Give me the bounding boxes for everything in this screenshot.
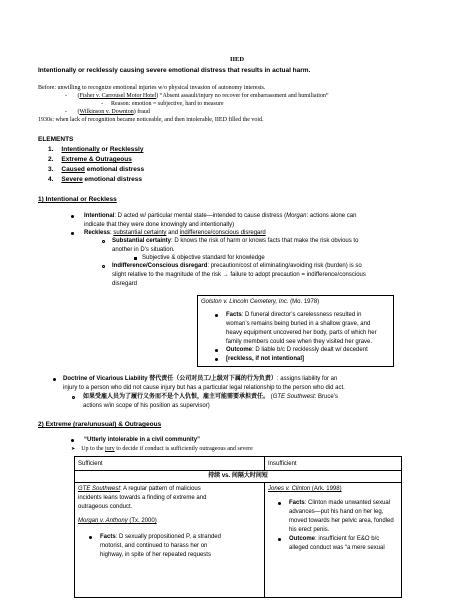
section2-heading: 2) Extreme (rare/unusual) & Outrageous: [38, 421, 162, 428]
circle-marker: [72, 396, 75, 399]
table-gte-line2: incidents leans towards a finding of extreme and: [78, 495, 207, 501]
golston-title: Golston v. Lincoln Cemetery, Inc. (Mo. 1978): [201, 299, 320, 305]
bullet-marker: [71, 232, 74, 235]
vicarious-line1: Doctrine of Vicarious Liability 替代责任（公司对员工/上级对下属的行为负责）: assigns liability for an: [63, 376, 338, 382]
bullet-marker: [215, 358, 218, 361]
s2-quote: “Utterly intolerable in a civil community”: [84, 437, 201, 443]
table-jones-facts2: advances—put his hand on her leg,: [289, 509, 384, 515]
circle-marker: [102, 240, 105, 243]
vicarious-line2: injury to a person who did not cause injury but has a particular legal relationship to the person who did act.: [63, 385, 345, 391]
dash-marker: -: [65, 93, 67, 99]
s2-jury-line: ➤ Up to the jury to decide if conduct is sufficiently outrageous and severe: [71, 446, 253, 452]
intro-reason: Reason: emotion = subjective, hard to measure: [111, 101, 224, 107]
table-jones-facts3: moved towards her pelvic area, fondled: [289, 518, 394, 524]
table-divider: [264, 482, 265, 598]
dash-marker: -: [65, 109, 67, 115]
golston-note: [reckless, if not intentional]: [226, 356, 305, 362]
table-gte-line1: GTE Southwest: A regular pattern of malicious: [78, 486, 201, 492]
case-fisher: Fisher v. Carrousel Motor Hotel: [79, 93, 157, 99]
subcert-sub: Subjective & objective standard for knowledge: [142, 255, 265, 261]
bullet-marker: [71, 439, 74, 442]
table-jones-outcome1: Outcome: insufficient for E&O b/c: [289, 536, 380, 542]
bullet-marker: [89, 536, 92, 539]
table-jones-facts4: his erect penis.: [289, 527, 330, 533]
table-jones-outcome2: alleged conduct was “a mere sexual: [289, 545, 385, 551]
table-divider: [74, 482, 402, 483]
page-title: IIED: [229, 56, 245, 63]
intro-reason-line: [101, 100, 224, 108]
bullet-marker: [278, 538, 281, 541]
indiff-line3: disregard: [112, 281, 138, 287]
intro-1930s: 1930s: when lack of recognition became noticeable, and then intolerable, IIED filled the void.: [38, 117, 264, 123]
bullet-marker: [215, 314, 218, 317]
table-morgan-facts2: motorist, and continued to harass her on: [100, 543, 208, 549]
element-item-1: 1. Intentionally or Recklessly: [48, 146, 144, 153]
subcert-line1: Substantial certainty: D knows the risk of harm or knows facts that make the risk obvious to: [112, 238, 359, 244]
intro-before: Before: unwilling to recognize emotional injuries w/o physical invasion of autonomy interests.: [38, 85, 266, 91]
table-morgan-title: Morgan v. Anthony (Tx. 2000): [78, 518, 157, 524]
table-gte-line3: outrageous conduct.: [78, 504, 133, 510]
vicarious-cn-line: 如果受雇人员为了履行义务而不是个人仇恨，雇主可能需要承担责任。 (GTE Southwest: Bruce’s: [83, 394, 338, 400]
section1-heading: 1) Intentional or Reckless: [38, 196, 117, 203]
table-morgan-facts1: Facts: D sexually propositioned P, a stranded: [100, 534, 221, 540]
indiff-line2: slight relative to the magnitude of the risk → failure to adopt precaution = indifference/conscious: [112, 272, 366, 278]
table-span-row: 持续 vs. 间隔大时间短: [208, 473, 268, 479]
subcert-line2: another in D’s situation.: [112, 247, 175, 253]
elements-heading: ELEMENTS: [38, 136, 74, 143]
bullet-marker: [53, 378, 56, 381]
intro-case2-line: - (Wilkinson v. Downton) fraud: [65, 109, 150, 115]
square-marker: [134, 257, 137, 260]
circle-marker: [102, 265, 105, 268]
golston-facts-4: family members could see when they visited her grave.: [226, 339, 373, 345]
indiff-line1: Indifference/Conscious disregard: precaution/cost of eliminating/avoiding risk (burden) is so: [112, 263, 362, 269]
table-header-insufficient: Insufficient: [268, 461, 297, 467]
intro-case1-line: - (Fisher v. Carrousel Motor Hotel) “Absent assault/injury no recover for embarrassment and humiliation”: [65, 93, 329, 99]
golston-facts-3: heavy equipment uncovered her body, parts of which her: [226, 330, 377, 336]
table-jones-title: Jones v. Clinton (Ark. 1998): [268, 486, 342, 492]
element-item-3: 3. Caused emotional distress: [48, 166, 145, 173]
table-header-sufficient: Sufficient: [78, 461, 103, 467]
golston-outcome: Outcome: D liable b/c D recklessly dealt w/ decedent: [226, 347, 368, 353]
bullet-marker: [71, 215, 74, 218]
element-item-4: 4. Severe emotional distress: [48, 176, 142, 183]
table-jones-facts1: Facts: Clinton made unwanted sexual: [289, 500, 391, 506]
golston-facts-1: Facts: D funeral director’s carelessness resulted in: [226, 312, 362, 318]
table-morgan-facts3: highway, in spite of her repeated requests: [100, 552, 211, 558]
table-divider: [264, 456, 265, 470]
page-subtitle: Intentionally or recklessly causing severe emotional distress that results in actual harm.: [38, 67, 311, 74]
element-item-2: 2. Extreme & Outrageous: [48, 156, 132, 163]
golston-facts-2: woman’s remains being buried in a shallow grave, and: [226, 321, 371, 327]
intentional-line1: Intentional: D acted w/ particular mental state—intended to cause distress (Morgan: actions alone can: [84, 213, 357, 219]
case-wilkinson: Wilkinson v. Downton: [79, 109, 134, 115]
intentional-line2: indicate that they were done knowingly and intentionally): [84, 222, 235, 228]
bullet-marker: [215, 349, 218, 352]
vicarious-gte-line: actions w/in scope of his position as supervisor): [83, 403, 210, 409]
arrow-marker: ➤: [71, 447, 76, 452]
reckless-line: Reckless: substantial certainty and indifference/conscious disregard: [84, 230, 266, 236]
bullet-marker: [278, 502, 281, 505]
dash-marker: -: [101, 101, 103, 107]
table-divider: [74, 470, 402, 471]
